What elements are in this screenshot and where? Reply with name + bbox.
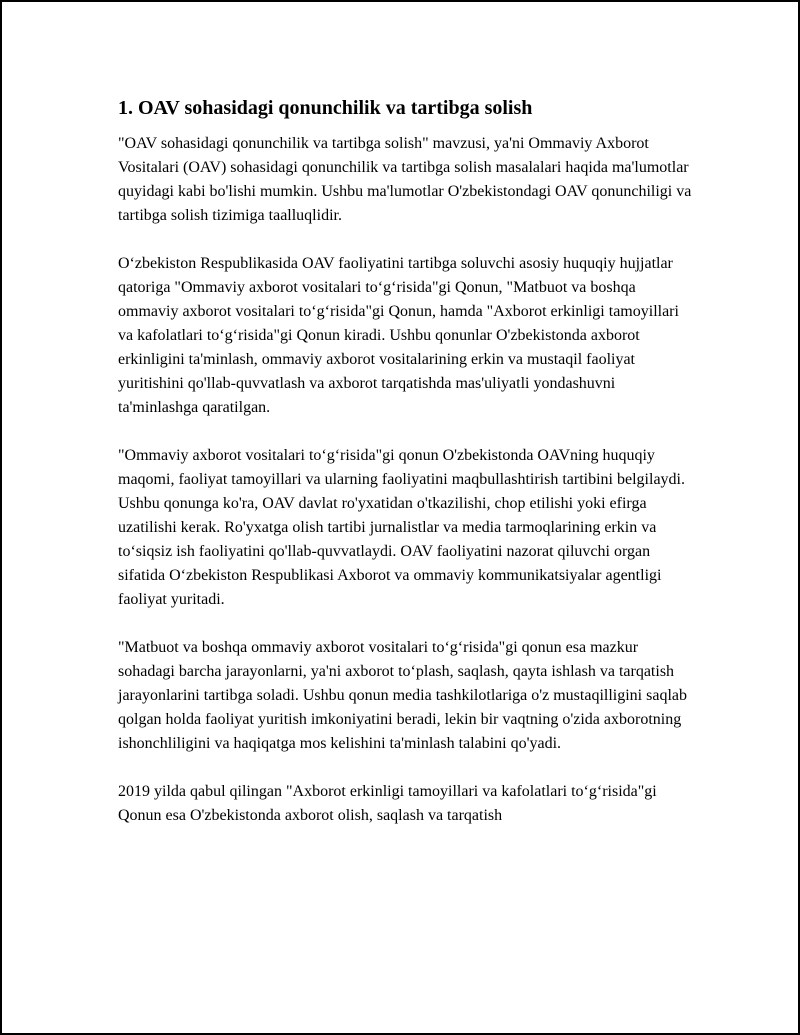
- paragraph-mass-media-law: "Ommaviy axborot vositalari to‘g‘risida"gi qonun O'zbekistonda OAVning huquqiy maqomi, faoliyat tamoyillari va ularning faoliyatini maqbullashtirish tartibini belgilaydi. Ushbu qonunga ko'ra, OAV davlat ro'yxatidan o'tkazilishi, chop etilishi yoki efirga uzatilishi kerak. Ro'yxatga olish tartibi jurnalistlar va media tarmoqlarining erkin va to‘siqsiz ish faoliyatini qo'llab-quvvatlaydi. OAV faoliyatini nazorat qiluvchi organ sifatida O‘zbekiston Respublikasi Axborot va ommaviy kommunikatsiyalar agentligi faoliyat yuritadi.: [118, 447, 685, 608]
- section-heading: 1. OAV sohasidagi qonunchilik va tartibga solish: [118, 97, 533, 119]
- paragraph-intro: "OAV sohasidagi qonunchilik va tartibga solish" mavzusi, ya'ni Ommaviy Axborot Vositalari (OAV) sohasidagi qonunchilik va tartibga solish masalalari haqida ma'lumotlar quyidagi kabi bo'lishi mumkin. Ushbu ma'lumotlar O'zbekistondagi OAV qonunchiligi va tartibga solish tizimiga taalluqlidir.: [118, 135, 692, 224]
- document-body: [118, 95, 693, 852]
- paragraph-information-freedom-law: 2019 yilda qabul qilingan "Axborot erkinligi tamoyillari va kafolatlari to‘g‘risida"gi Qonun esa O'zbekistonda axborot olish, saqlash va tarqatish: [118, 783, 657, 824]
- paragraph-press-law: "Matbuot va boshqa ommaviy axborot vositalari to‘g‘risida"gi qonun esa mazkur sohadagi barcha jarayonlarni, ya'ni axborot to‘plash, saqlash, qayta ishlash va tarqatish jarayonlarini tartibga soladi. Ushbu qonun media tashkilotlariga o'z mustaqilligini saqlab qolgan holda faoliyat yuritish imkoniyatini beradi, lekin bir vaqtning o'zida axborotning ishonchliligini va haqiqatga mos kelishini ta'minlash talabini qo'yadi.: [118, 639, 687, 752]
- paragraph-legal-documents: O‘zbekiston Respublikasida OAV faoliyatini tartibga soluvchi asosiy huquqiy hujjatlar qatoriga "Ommaviy axborot vositalari to‘g‘risida"gi Qonun, "Matbuot va boshqa ommaviy axborot vositalari to‘g‘risida"gi Qonun, hamda "Axborot erkinligi tamoyillari va kafolatlari to‘g‘risida"gi Qonun kiradi. Ushbu qonunlar O'zbekistonda axborot erkinligini ta'minlash, ommaviy axborot vositalarining erkin va mustaqil faoliyat yuritishini qo'llab-quvvatlash va axborot tarqatishda mas'uliyatli yondashuvni ta'minlashga qaratilgan.: [118, 255, 679, 416]
